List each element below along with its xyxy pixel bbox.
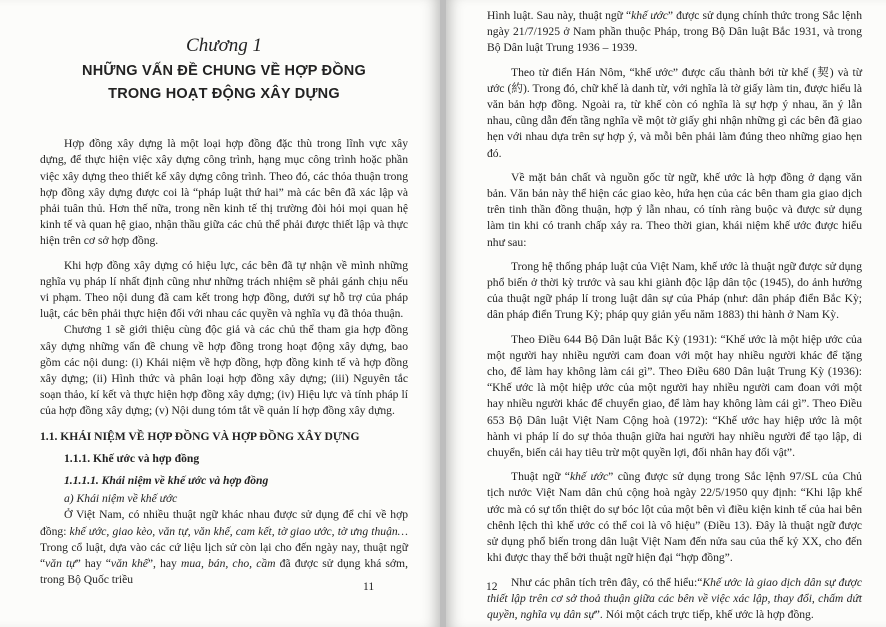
- p6-end: ” cũng được sử dụng trong Sắc lệnh 97/SL của Chủ tịch nước Việt Nam dân chủ cộng hoà ngày 22/5/1950 quy định: “Khi lập khế ước mà có sự tổn thiệt do sự bóc lột của một bên vì điều kiện kinh tế của hai bên chênh lệch thì khế ước có thể coi là vô hiệu” (Điều 13). Đây là thuật ngữ được sử dụng phổ biến trong dân luật Việt Nam đến nửa sau của thế kỷ XX, cho đến khi được thay thế bởi thuật ngữ hiện đại “hợp đồng”.: [487, 470, 862, 565]
- body-paragraph-4: [40, 507, 408, 588]
- p1-italic-khe-uoc: khế ước: [631, 9, 668, 22]
- page-number-left: 11: [363, 580, 375, 593]
- para4-mid: Trong cổ luật, dựa vào các cứ liệu lịch sử còn lại cho đến ngày nay, thuật ngữ “: [40, 540, 408, 571]
- para4-start: Ở Việt Nam, có nhiều thuật ngữ khác nhau được sử dụng để chỉ về hợp đồng:: [40, 508, 408, 538]
- para4-end: đã được sử dụng khá sớm, trong Bộ Quốc triều: [40, 557, 408, 587]
- p1-end: ” được sử dụng chính thức trong Sắc lệnh ngày 21/7/1925 ở Nam phần thuộc Pháp, trong Bộ Dân luật Bắc 1931, và trong Bộ Dân luật Trung 1936 – 1939.: [487, 9, 862, 55]
- title-spacer: [40, 106, 408, 136]
- page-number-right: 12: [486, 580, 498, 593]
- subsection-heading-a: a) Khái niệm về khế ước: [64, 492, 178, 506]
- legal-system-paragraph: Trong hệ thống pháp luật của Việt Nam, khế ước là thuật ngữ được sử dụng phổ biến ở thời kỳ trước và sau khi giành độc lập dân tộc (1945), do ảnh hưởng của thuật ngữ pháp lí trong luật dân sự của Pháp (như: dân pháp điển Bắc Kỳ; dân pháp điển Trung Kỳ; pháp quy giản yếu năm 1883) thi hành ở Nam Kỳ.: [487, 259, 862, 322]
- right-page: [446, 0, 886, 627]
- p7-end: ”. Nói một cách trực tiếp, khế ước là hợp đồng.: [594, 607, 814, 621]
- definition-paragraph: [487, 575, 862, 624]
- right-page-content: [487, 8, 862, 623]
- section-heading-1-1-1-1: 1.1.1.1. Khái niệm về khế ước và hợp đồng: [64, 474, 269, 488]
- chapter-label: Chương 1: [186, 35, 262, 56]
- para4-italic-terms: khế ước, giao kèo, văn tự, văn khế, cam kết, tờ giao ước, tờ ưng thuận…: [69, 524, 408, 538]
- han-nom-paragraph: Theo từ điển Hán Nôm, “khế ước” được cấu thành bởi từ khế (契) và từ ước (約). Trong đó, chữ khế là danh từ, với nghĩa là tờ giấy làm tin, được hiểu là văn bản hợp đồng. Ngoài ra, từ khế còn có nghĩa là sự hợp ý nhau, ăn ý lẫn nhau, cũng dẫn đến tầng nghĩa về một tờ giấy ghi nhận những gì các bên đã giao hẹn với nhau dựa trên sự hợp ý, và mỗi bên phải làm đúng theo những giao hẹn đó.: [487, 65, 862, 160]
- intro-paragraph-3: Chương 1 sẽ giới thiệu cùng độc giả và các chủ thể tham gia hợp đồng xây dựng những vấn đề chung về hợp đồng trong hoạt động xây dựng, bao gồm các nội dung: (i) Khái niệm về hợp đồng, hợp đồng kinh tế và hợp đồng xây dựng; (ii) Hình thức và phân loại hợp đồng xây dựng; (iii) Nguyên tắc soạn thảo, kí kết và thực hiện hợp đồng xây dựng; (iv) Hiệu lực và tính pháp lí của hợp đồng xây dựng; (v) Nội dung tóm tắt về quản lí hợp đồng xây dựng.: [40, 323, 408, 418]
- p6-italic-khe-uoc: khế ước: [569, 470, 609, 484]
- p7-start: Như các phân tích trên đây, có thể hiểu:“: [511, 575, 703, 589]
- civil-code-articles-paragraph: Theo Điều 644 Bộ Dân luật Bắc Kỳ (1931): “Khế ước là một hiệp ước của một người hay nhiều người cam đoan với một hay nhiều người khác để tặng cho, để làm hay không làm cái gì”. Theo Điều 680 Dân luật Trung Kỳ (1936): “Khế ước là một hiệp ước của một người hay nhiều người cam đoan với một hay nhiều người khác để chuyển giao, để làm hay không làm cái gì”. Theo Điều 653 Bộ Dân luật Việt Nam Cộng hoà (1972): “Khế ước hay hiệp ước là một hành vi pháp lí do sự thỏa thuận giữa hai người hay nhiều người để tạo lập, di chuyển, biến cải hay tiêu trừ một quyền lợi, đối nhân hay đối vật”.: [487, 332, 862, 460]
- para4-italic-van-tu: văn tự: [45, 557, 76, 571]
- chapter-title-line-2: TRONG HOẠT ĐỘNG XÂY DỰNG: [108, 86, 340, 103]
- continued-paragraph: [487, 8, 862, 57]
- intro-paragraph-2: Khi hợp đồng xây dựng có hiệu lực, các bên đã tự nhận về mình những nghĩa vụ pháp lí nhất định cũng như những trách nhiệm sẽ phải gánh chịu nếu vi phạm. Theo nội dung đã cam kết trong hợp đồng, dưới sự hỗ trợ của pháp luật, các bên phải thực hiện đối với nhau các quyền và nghĩa vụ đã thỏa thuận.: [40, 258, 408, 321]
- para4-italic-mua-ban: mua, bán, cho, cầm: [180, 557, 276, 571]
- para4-italic-van-khe: văn khế: [110, 557, 148, 571]
- decree-paragraph: [487, 469, 862, 566]
- section-heading-1-1-1: 1.1.1. Khế ước và hợp đồng: [64, 451, 200, 465]
- para4-mid2: ” hay “: [75, 557, 111, 571]
- p6-start: Thuật ngữ “: [511, 470, 570, 484]
- nature-paragraph: Về mặt bản chất và nguồn gốc từ ngữ, khế ước là hợp đồng ở dạng văn bản. Văn bản này thể hiện các giao kèo, hứa hẹn của các bên tham gia giao dịch trên tinh thần đồng thuận, hợp ý lẫn nhau, có tính ràng buộc và được sử dụng làm tin khi có tranh chấp xảy ra. Theo thời gian, khái niệm khế ước được hiểu như sau:: [487, 170, 862, 249]
- left-page-content: [40, 34, 408, 588]
- chapter-title-line-1: NHỮNG VẤN ĐỀ CHUNG VỀ HỢP ĐỒNG: [82, 63, 366, 80]
- left-page: [0, 0, 440, 627]
- p1-start: Hình luật. Sau này, thuật ngữ “: [487, 9, 632, 22]
- intro-paragraph-1: Hợp đồng xây dựng là một loại hợp đồng đặc thù trong lĩnh vực xây dựng, để thực hiện việc xây dựng công trình, hạng mục công trình hoặc phần việc xây dựng theo thiết kế xây dựng công trình. Theo đó, các thỏa thuận trong hợp đồng xây dựng được coi là “pháp luật thứ hai” mà các bên đã xác lập và phải tuân thủ. Hơn thế nữa, trong nền kinh tế thị trường đòi hỏi mọi quan hệ kinh tế và quan hệ giao, nhận thầu giữa các chủ thể phải được thiết lập và thực hiện trên cơ sở hợp đồng.: [40, 137, 408, 248]
- para4-mid3: ”, hay: [147, 557, 181, 571]
- p7-italic-definition: Khế ước là giao dịch dân sự được thiết lập trên cơ sở thoả thuận giữa các bên về việc xác lập, thay đổi, chấm dứt quyền, nghĩa vụ dân sự: [487, 575, 862, 621]
- section-heading-1-1: 1.1. KHÁI NIỆM VỀ HỢP ĐỒNG VÀ HỢP ĐỒNG XÂY DỰNG: [40, 429, 360, 443]
